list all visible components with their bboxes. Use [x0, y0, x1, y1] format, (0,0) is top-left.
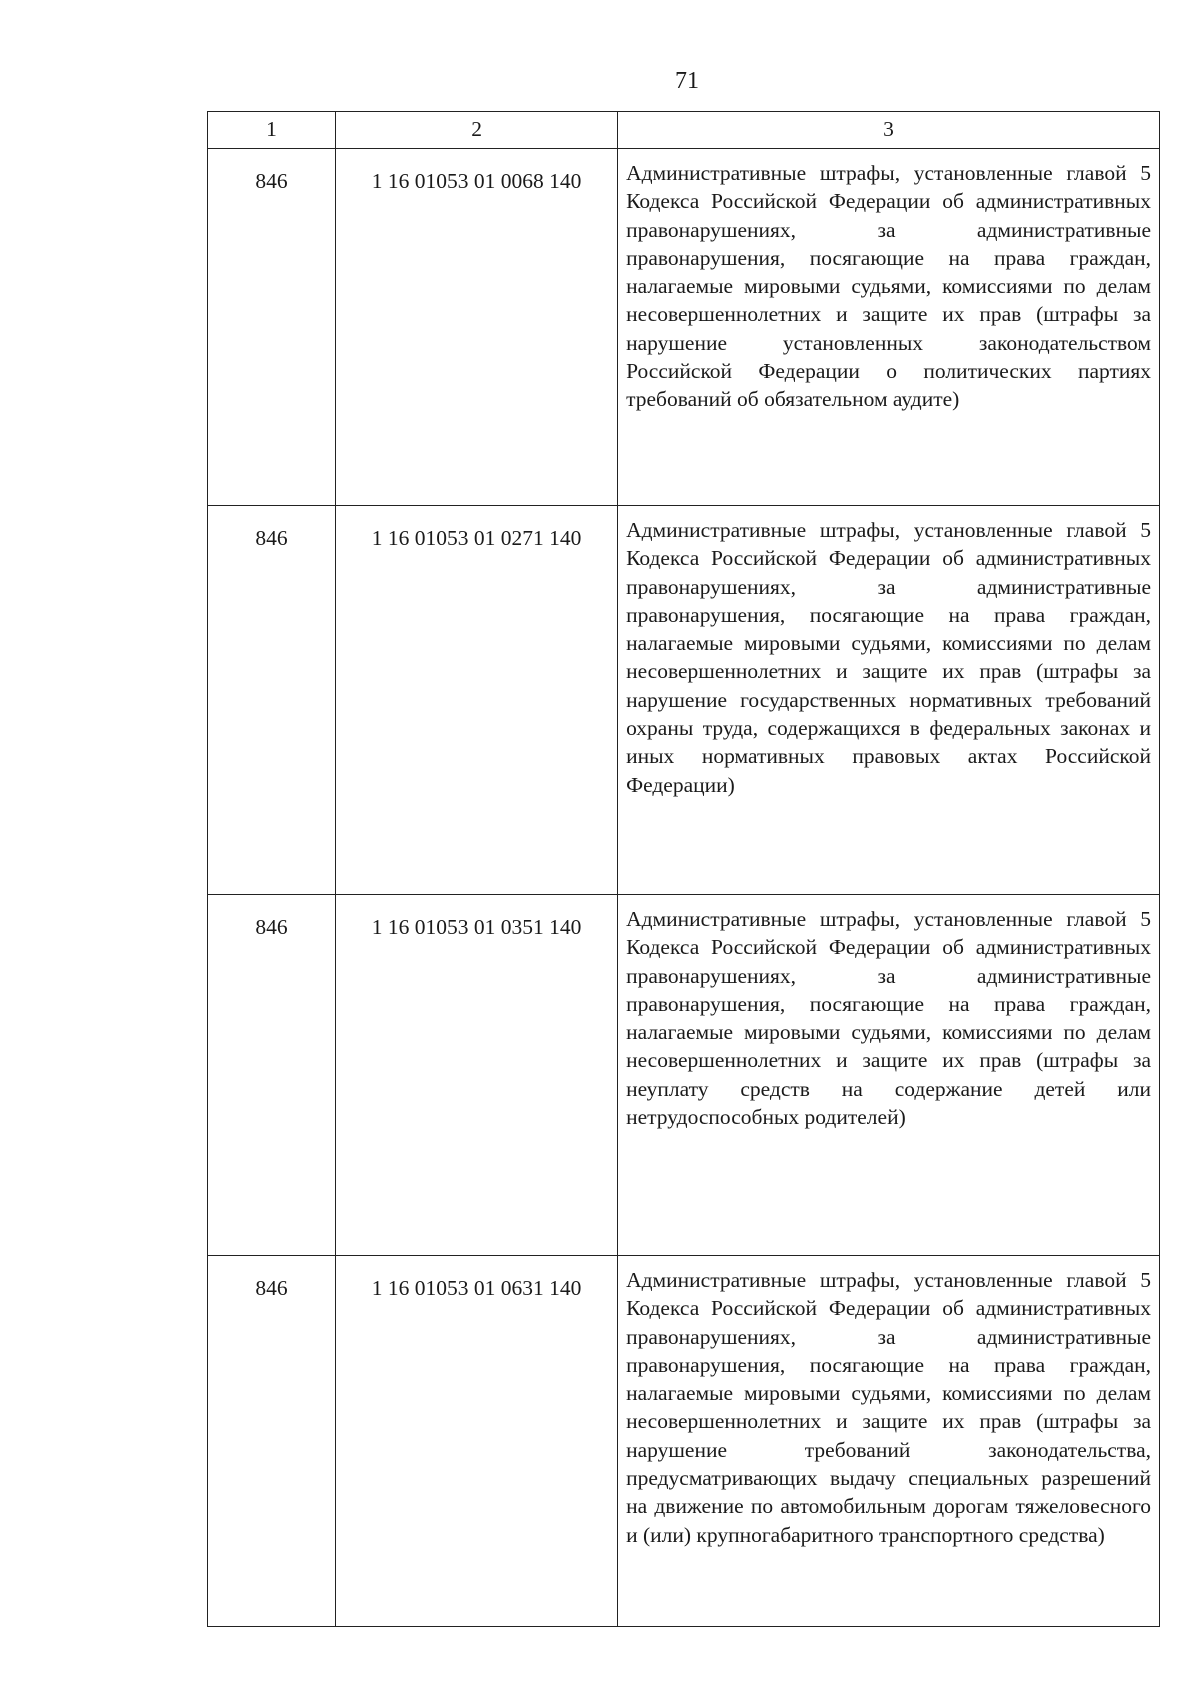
kbk-code-cell: 1 16 01053 01 0068 140: [336, 149, 618, 506]
budget-codes-table: [207, 111, 1160, 1627]
description-cell: [618, 149, 1160, 506]
table-row: [208, 149, 1160, 506]
description-text: Административные штрафы, установленные главой 5 Кодекса Российской Федерации об административных правонарушениях, за административные правонарушения, посягающие на права граждан, налагаемые мировыми судьями, комиссиями по делам несовершеннолетних и защите их прав (штрафы за нарушение требований законодательства, предусматривающих выдачу специальных разрешений на движение по автомобильным дорогам тяжеловесного и (или) крупногабаритного транспортного средства): [626, 1268, 1151, 1547]
admin-code-cell: 846: [208, 149, 336, 506]
header-col-1: 1: [208, 112, 336, 149]
admin-code-cell: 846: [208, 506, 336, 895]
header-col-3: 3: [618, 112, 1160, 149]
description-text: Административные штрафы, установленные главой 5 Кодекса Российской Федерации об административных правонарушениях, за административные правонарушения, посягающие на права граждан, налагаемые мировыми судьями, комиссиями по делам несовершеннолетних и защите их прав (штрафы за нарушение государственных нормативных требований охраны труда, содержащихся в федеральных законах и иных нормативных правовых актах Российской Федерации): [626, 518, 1151, 797]
description-cell: [618, 895, 1160, 1256]
kbk-code-cell: 1 16 01053 01 0271 140: [336, 506, 618, 895]
page-number: 71: [675, 68, 699, 94]
admin-code-cell: 846: [208, 1256, 336, 1627]
kbk-code-cell: 1 16 01053 01 0631 140: [336, 1256, 618, 1627]
description-cell: [618, 506, 1160, 895]
table-row: [208, 895, 1160, 1256]
description-text: Административные штрафы, установленные главой 5 Кодекса Российской Федерации об административных правонарушениях, за административные правонарушения, посягающие на права граждан, налагаемые мировыми судьями, комиссиями по делам несовершеннолетних и защите их прав (штрафы за нарушение установленных законодательством Российской Федерации о политических партиях требований об обязательном аудите): [626, 161, 1151, 412]
header-col-2: 2: [336, 112, 618, 149]
description-text: Административные штрафы, установленные главой 5 Кодекса Российской Федерации об административных правонарушениях, за административные правонарушения, посягающие на права граждан, налагаемые мировыми судьями, комиссиями по делам несовершеннолетних и защите их прав (штрафы за неуплату средств на содержание детей или нетрудоспособных родителей): [626, 907, 1151, 1130]
admin-code-cell: 846: [208, 895, 336, 1256]
table-row: [208, 1256, 1160, 1627]
table-header-row: [208, 112, 1160, 149]
kbk-code-cell: 1 16 01053 01 0351 140: [336, 895, 618, 1256]
table-row: [208, 506, 1160, 895]
description-cell: [618, 1256, 1160, 1627]
